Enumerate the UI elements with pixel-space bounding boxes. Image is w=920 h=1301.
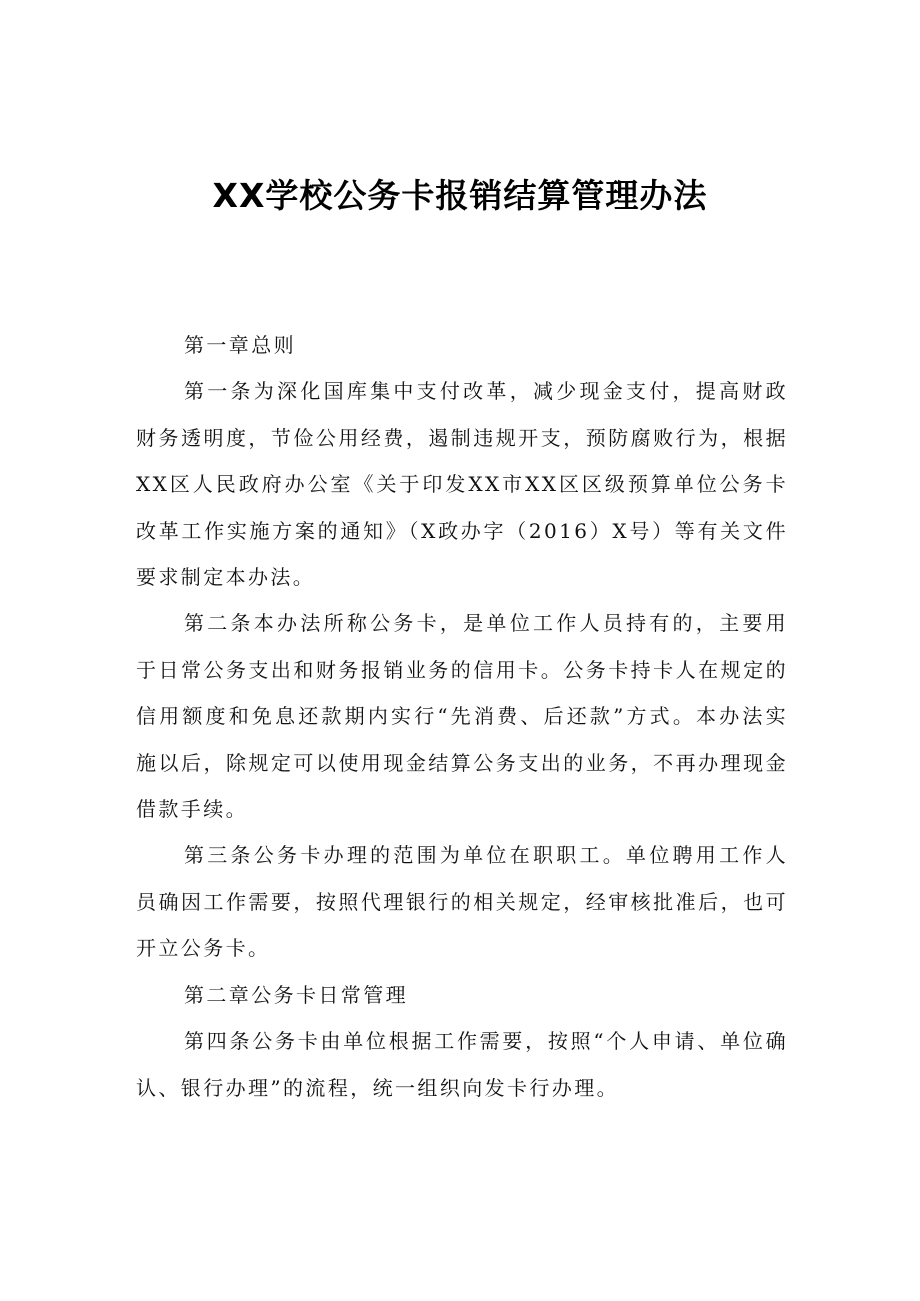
- chapter-1-heading: 第一章总则: [184, 333, 296, 357]
- article-1-paragraph: 第一条为深化国库集中支付改革，减少现金支付，提高财政财务透明度，节俭公用经费，遏制违规开支，预防腐败行为，根据XX区人民政府办公室《关于印发XX市XX区区级预算单位公务卡改革工作实施方案的通知》（X政办字（2016）X号）等有关文件要求制定本办法。: [136, 379, 788, 590]
- article-4-paragraph: 第四条公务卡由单位根据工作需要，按照“个人申请、单位确认、银行办理”的流程，统一组织向发卡行办理。: [136, 1029, 788, 1100]
- chapter-2-heading: 第二章公务卡日常管理: [184, 982, 408, 1007]
- document-body: [136, 322, 788, 1111]
- article-3-paragraph: 第三条公务卡办理的范围为单位在职职工。单位聘用工作人员确因工作需要，按照代理银行的相关规定，经审核批准后，也可开立公务卡。: [136, 843, 788, 961]
- article-2-paragraph: 第二条本办法所称公务卡，是单位工作人员持有的，主要用于日常公务支出和财务报销业务的信用卡。公务卡持卡人在规定的信用额度和免息还款期内实行“先消费、后还款”方式。本办法实施以后，除规定可以使用现金结算公务支出的业务，不再办理现金借款手续。: [136, 611, 788, 822]
- document-title: XX学校公务卡报销结算管理办法: [212, 176, 708, 215]
